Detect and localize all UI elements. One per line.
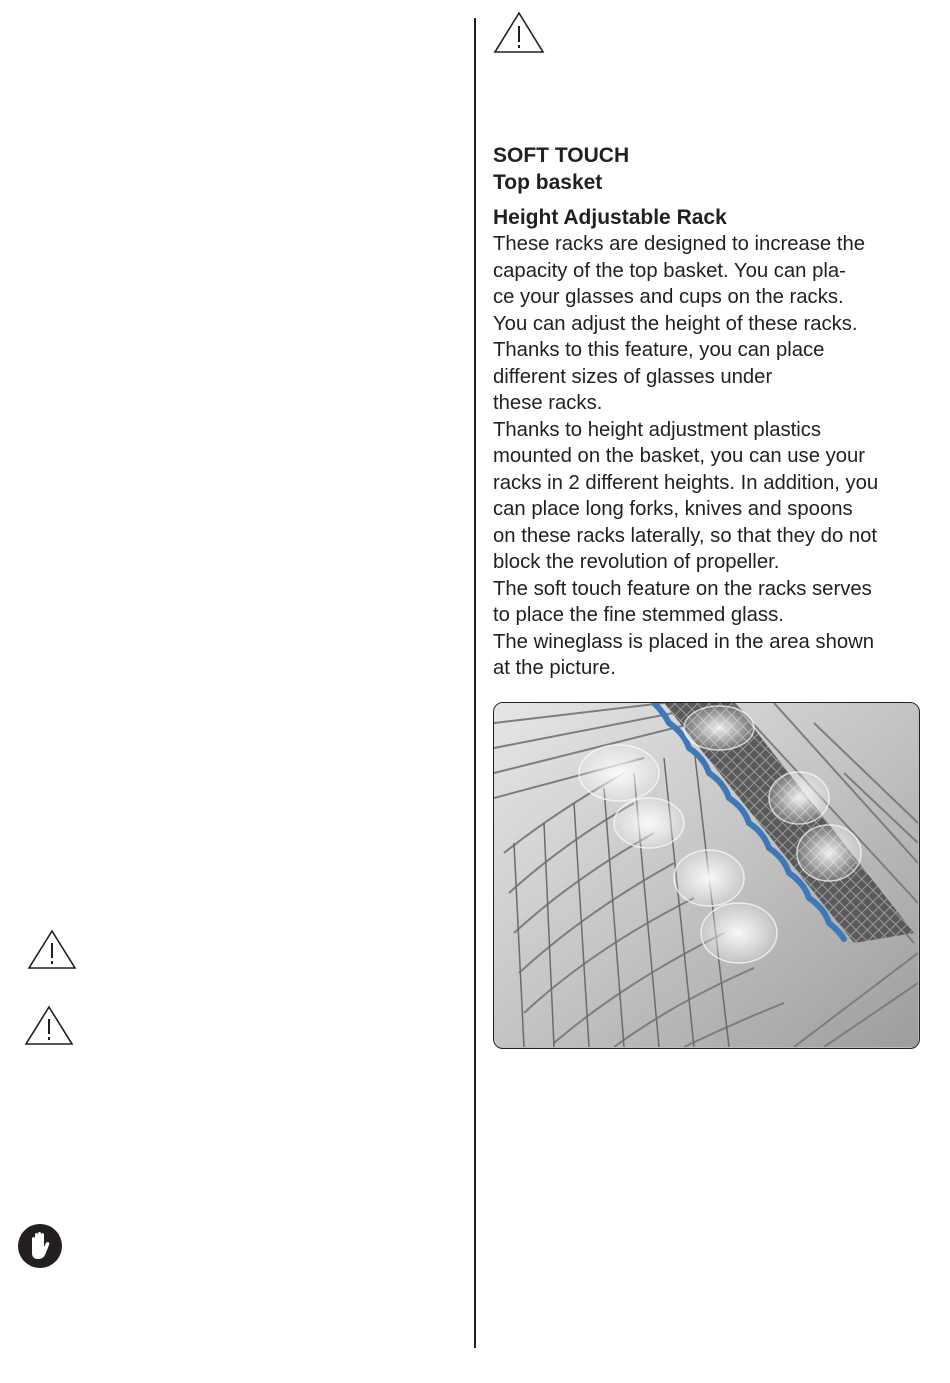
section-title: SOFT TOUCH — [493, 144, 630, 167]
body-line: These racks are designed to increase the — [493, 233, 866, 255]
body-line: Thanks to height adjustment plastics — [493, 418, 822, 441]
body-line: racks in 2 different heights. In addition, you — [493, 471, 879, 494]
warning-triangle-icon — [493, 11, 545, 55]
section-subtitle: Top basket — [493, 171, 603, 194]
rack-photo — [493, 702, 920, 1049]
body-line: The soft touch feature on the racks serves — [493, 577, 872, 600]
body-line: different sizes of glasses under — [493, 365, 773, 388]
column-divider — [474, 18, 476, 1348]
stop-hand-icon — [17, 1223, 63, 1269]
body-line: these racks. — [493, 392, 603, 414]
body-line: on these racks laterally, so that they do not — [493, 524, 878, 547]
soft-touch-section — [493, 142, 933, 682]
body-line: ce your glasses and cups on the racks. — [493, 286, 844, 308]
body-line: capacity of the top basket. You can pla- — [493, 259, 846, 282]
body-line: mounted on the basket, you can use your — [493, 445, 866, 467]
body-line: The wineglass is placed in the area shown — [493, 630, 875, 653]
body-line: block the revolution of propeller. — [493, 551, 780, 573]
body-line: Thanks to this feature, you can place — [493, 339, 825, 361]
body-line: to place the fine stemmed glass. — [493, 604, 784, 626]
body-line: You can adjust the height of these racks. — [493, 312, 858, 335]
section-heading: Height Adjustable Rack — [493, 206, 727, 229]
section-body — [493, 231, 933, 682]
warning-triangle-icon — [27, 929, 77, 971]
warning-triangle-icon — [24, 1005, 74, 1047]
body-line: can place long forks, knives and spoons — [493, 498, 853, 520]
body-line: at the picture. — [493, 657, 616, 679]
